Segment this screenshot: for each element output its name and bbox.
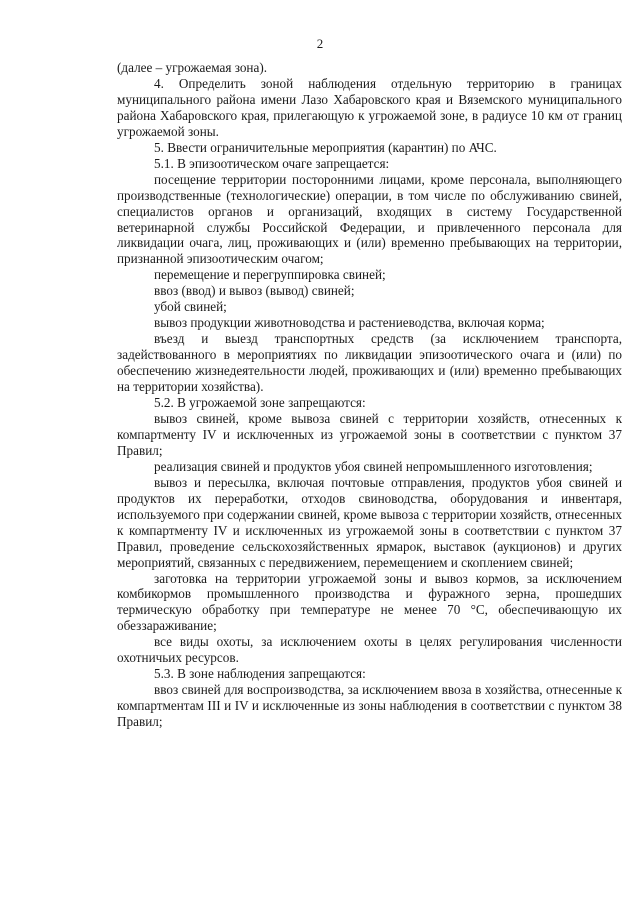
paragraph: 5.3. В зоне наблюдения запрещаются: — [154, 666, 366, 682]
paragraph: все виды охоты, за исключением охоты в целях регулирования численности охотничьих ресурсов. — [117, 634, 622, 666]
paragraph: ввоз (ввод) и вывоз (вывод) свиней; — [154, 283, 355, 299]
document-body — [117, 60, 622, 730]
paragraph: вывоз и пересылка, включая почтовые отправления, продуктов убоя свиней и продуктов их переработки, отходов свиноводства, оборудования и инвентаря, используемого при содержании свиней, кроме вывоза с территории хозяйств, отнесенных к компартменту IV и исключенных из угрожаемой зоны в соответствии с пунктом 37 Правил, проведение сельскохозяйственных ярмарок, выставок (аукционов) и других мероприятий, связанных с передвижением, перемещением и скоплением свиней; — [117, 474, 622, 570]
paragraph: 4. Определить зоной наблюдения отдельную территорию в границах муниципального района имени Лазо Хабаровского края и Вяземского муниципального района Хабаровского края, прилегающую к угрожаемой зоне, в радиусе 10 км от границ угрожаемой зоны. — [117, 75, 622, 139]
paragraph: убой свиней; — [154, 299, 227, 315]
paragraph: 5.2. В угрожаемой зоне запрещаются: — [154, 395, 366, 411]
paragraph: вывоз свиней, кроме вывоза свиней с территории хозяйств, отнесенных к компартменту IV и исключенных из угрожаемой зоны в соответствии с пунктом 37 Правил; — [117, 410, 622, 458]
page-number: 2 — [316, 36, 324, 51]
paragraph: посещение территории посторонними лицами, кроме персонала, выполняющего производственные (технологические) операции, в том числе по обслуживанию свиней, специалистов органов и организаций, входящих в систему Государственной ветеринарной службы Российской Федерации, и привлеченного персонала для ликвидации очага, лиц, проживающих и (или) временно пребывающих на территории, признанной эпизоотическим очагом; — [117, 171, 622, 267]
paragraph: въезд и выезд транспортных средств (за исключением транспорта, задействованного в мероприятиях по ликвидации эпизоотического очага и (или) по обеспечению жизнедеятельности людей, проживающих и (или) временно пребывающих на территории хозяйства). — [117, 331, 622, 395]
paragraph: 5.1. В эпизоотическом очаге запрещается: — [154, 155, 390, 171]
paragraph: реализация свиней и продуктов убоя свиней непромышленного изготовления; — [154, 458, 593, 474]
paragraph: вывоз продукции животноводства и растениеводства, включая корма; — [154, 315, 545, 331]
paragraph: 5. Ввести ограничительные мероприятия (карантин) по АЧС. — [154, 139, 497, 155]
paragraph: перемещение и перегруппировка свиней; — [154, 267, 386, 283]
paragraph: ввоз свиней для воспроизводства, за исключением ввоза в хозяйства, отнесенные к компартментам III и IV и исключенные из зоны наблюдения в соответствии с пунктом 38 Правил; — [117, 682, 622, 730]
paragraph: заготовка на территории угрожаемой зоны и вывоз кормов, за исключением комбикормов промышленного производства и фуражного зерна, прошедших термическую обработку при температуре не менее 70 °С, обеспечивающую их обеззараживание; — [117, 570, 622, 634]
paragraph: (далее – угрожаемая зона). — [117, 60, 268, 75]
